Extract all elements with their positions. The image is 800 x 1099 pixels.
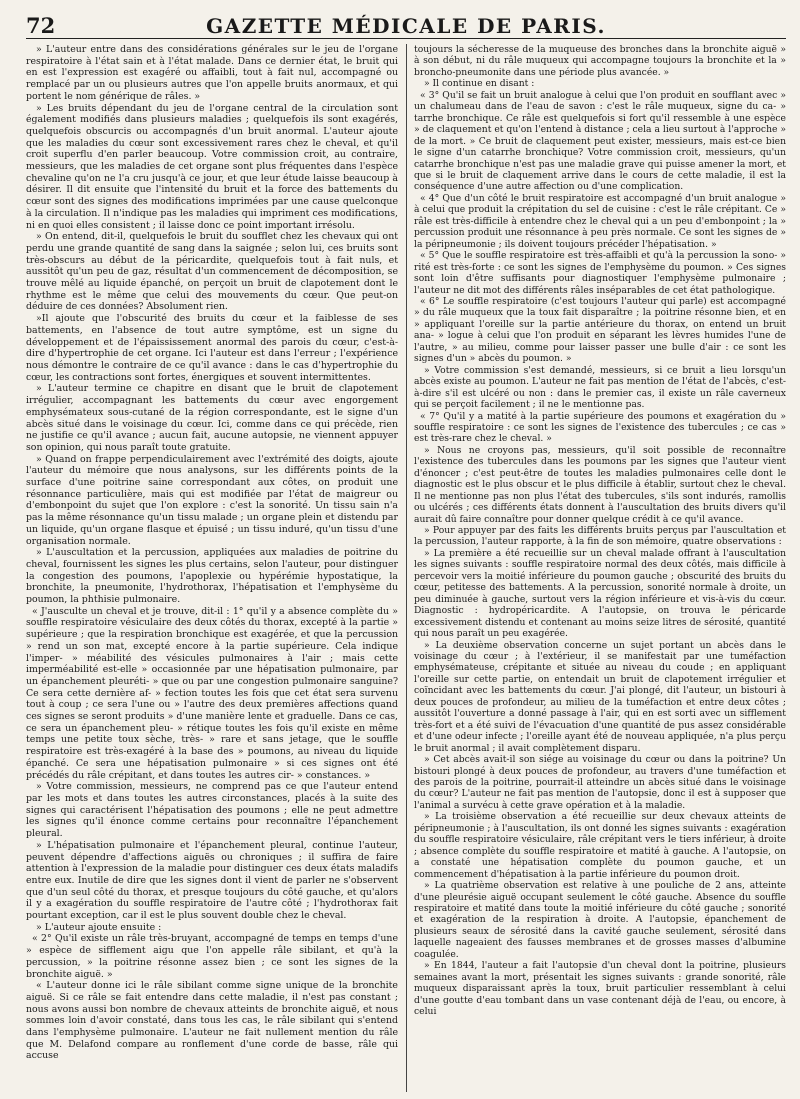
paragraph: » Nous ne croyons pas, messieurs, qu'il soit possible de reconnaître l'existence des tubercules dans les poumons par les signes que l'auteur vient d'énoncer ; c'est peut-être de toutes les maladies pulmonaires celle dont le diagnostic est le plus obscur et le plus difficile à établir, surtout chez le cheval. Il ne mentionne pas non plus l'état des tubercules, s'ils sont indurés, ramollis ou ulcérés ; ces différents états donnent à l'auscultation des bruits divers qu'il aurait dû faire connaître pour donner quelque crédit à ce qu'il avance. xyxy=(414,444,786,525)
paragraph: » L'hépatisation pulmonaire et l'épanchement pleural, continue l'auteur, peuvent dépendre d'affections aiguës ou chroniques ; il suffira de faire attention à l'expression de la maladie pour distinguer ces deux états maladifs entre eux. Inutile de dire que les signes dont il vient de parler ne s'observent que d'un seul côté du thorax, et presque toujours du côté gauche, et qu'alors il y a exagération du souffle respiratoire de l'autre côté ; l'hydrothorax fait pourtant exception, car il est le plus souvent double chez le cheval. xyxy=(26,839,398,922)
paragraph-continued: toujours la sécheresse de la muqueuse des bronches dans la bronchite aiguë » à son début, ni du râle muqueux qui accompagne toujours la bronchite et la » broncho-pneumonite dans une période plus avancée. » xyxy=(414,44,786,78)
quoted-paragraph: « J'ausculte un cheval et je trouve, dit-il : 1° qu'il y a absence complète du » souffle respiratoire vésiculaire des deux côtés du thorax, excepté à la partie » supérieure ; que la respiration bronchique est exagérée, et que la percussion » rend un son mat, excepté encore à la partie supérieure. Cela indique l'imper- » méabilité des vésicules pulmonaires à l'air ; mais cette imperméabilité est-elle » occasionnée par une hépatisation pulmonaire, par un épanchement pleuréti- » que ou par une congestion pulmonaire sanguine? Ce sera cette dernière af- » fection toutes les fois que cet état sera survenu tout à coup ; ce sera l'une ou » l'autre des deux premières affections quand ces signes se seront produits » d'une manière lente et graduelle. Dans ce cas, ce sera un épanchement pleu- » rétique toutes les fois qu'il existe en même temps une petite toux sèche, très- » rare et sans jetage, que le souffle respiratoire est très-exagéré à la base des » poumons, au niveau du liquide épanché. Ce sera une hépatisation pulmonaire » si ces signes ont été précédés du râle crépitant, et dans toutes les autres cir- » constances. » xyxy=(26,605,398,781)
journal-title: GAZETTE MÉDICALE DE PARIS. xyxy=(206,14,606,38)
paragraph: » Votre commission, messieurs, ne comprend pas ce que l'auteur entend par les mots et dans toutes les autres circonstances, placés à la suite des signes qui caractérisent l'hépatisation des poumons ; elle ne peut admettre les signes qu'il énonce comme certains pour reconnaître l'épanchement pleural. xyxy=(26,781,398,840)
paragraph: » Il continue en disant : xyxy=(424,78,535,90)
paragraph: » Quand on frappe perpendiculairement avec l'extrémité des doigts, ajoute l'auteur du mémoire que nous analysons, sur les différents points de la surface d'une poitrine saine correspondant aux côtes, on produit une résonnance particulière, mais qui est modifiée par l'état de maigreur ou d'embonpoint du sujet que l'on explore : c'est la sonorité. Un tissu sain n'a pas la même résonnance qu'un tissu malade ; un organe plein et distendu par un liquide, qu'un organe flasque et épuisé ; un tissu induré, qu'un tissu d'une organisation normale. xyxy=(26,453,398,547)
left-column xyxy=(26,44,398,1092)
paragraph: »Il ajoute que l'obscurité des bruits du cœur et la faiblesse de ses battements, en l'absence de tout autre symptôme, est un signe du développement et de l'épaississement anormal des parois du cœur, c'est-à-dire d'hypertrophie de cet organe. Ici l'auteur est dans l'erreur ; l'expérience nous démontre le contraire de ce qu'il avance : dans le cas d'hypertrophie du cœur, les contractions sont fortes, énergiques et souvent intermittentes. xyxy=(26,313,398,383)
paragraph: » La première a été recueillie sur un cheval malade offrant à l'auscultation les signes suivants : souffle respiratoire normal des deux côtés, mais difficile à percevoir vers la moitié inférieure du poumon gauche ; obscurité des bruits du cœur, petitesse des battements. A la percussion, sonorité normale à droite, un peu diminuée à gauche, surtout vers la région inférieure et vis-à-vis du cœur. Diagnostic : hydropéricardite. A l'autopsie, on trouva le péricarde excessivement distendu et contenant au moins seize litres de sérosité, quantité qui nous paraît un peu exagérée. xyxy=(414,547,786,640)
page-header xyxy=(26,14,786,39)
paragraph: » La deuxième observation concerne un sujet portant un abcès dans le voisinage du cœur ; à l'extérieur, il se manifestait par une tuméfaction emphysémateuse, crépitante et située au niveau du coude ; en appliquant l'oreille sur cette partie, on entendait un bruit de clapotement irrégulier et coïncidant avec les battements du cœur. J'ai plongé, dit l'auteur, un bistouri à deux pouces de profondeur, au milieu de la tuméfaction et entre deux côtes ; aussitôt l'ouverture a donné passage à l'air, qui en est sorti avec un sifflement très-fort et a été suivi de l'évacuation d'une quantité de pus assez considérable et d'une odeur infecte ; l'oreille ayant été de nouveau appliquée, n'a plus perçu le bruit anormal ; il avait complètement disparu. xyxy=(414,639,786,754)
quoted-paragraph: « 5° Que le souffle respiratoire est très-affaibli et qu'à la percussion la sono- » rité est très-forte : ce sont les signes de l'emphysème du poumon. » Ces signes sont loin d'être suffisants pour diagnostiquer l'emphysème pulmonaire ; l'auteur ne dit mot des différents râles inséparables de cet état pathologique. xyxy=(414,250,786,296)
paragraph: » L'auscultation et la percussion, appliquées aux maladies de poitrine du cheval, fournissent les signes les plus certains, selon l'auteur, pour distinguer la congestion des poumons, l'apoplexie ou hypérémie hypostatique, la bronchite, la pneumonite, l'hydrothorax, l'hépatisation et l'emphysème du poumon, la phthisie pulmonaire. xyxy=(26,547,398,606)
paragraph: » La quatrième observation est relative à une pouliche de 2 ans, atteinte d'une pleurésie aiguë occupant seulement le côté gauche. Absence du souffle respiratoire et matité dans toute la moitié inférieure du côté gauche ; sonorité et exagération de la respiration à droite. A l'autopsie, épanchement de plusieurs seaux de sérosité dans la cavité gauche seulement, sérosité dans laquelle nageaient des fausses membranes et de grosses masses d'albumine coagulée. xyxy=(414,880,786,960)
paragraph: » Votre commission s'est demandé, messieurs, si ce bruit a lieu lorsqu'un abcès existe au poumon. L'auteur ne fait pas mention de l'état de l'abcès, c'est-à-dire s'il est ulcéré ou non : dans le premier cas, il existe un râle caverneux qui se perçoit facilement ; il ne le mentionne pas. xyxy=(414,364,786,411)
quoted-paragraph: « 2° Qu'il existe un râle très-bruyant, accompagné de temps en temps d'une » espèce de sifflement aigu que l'on appelle râle sibilant, et qu'à la percussion, » la poitrine résonne assez bien ; ce sont les signes de la bronchite aiguë. » xyxy=(26,933,398,980)
paragraph: » L'auteur entre dans des considérations générales sur le jeu de l'organe respiratoire à l'état sain et à l'état malade. Dans ce dernier état, le bruit qui en est l'expression est exagéré ou affaibli, tout à fait nul, accompagné ou remplacé par un ou plusieurs autres que l'on appelle bruits anormaux, et qui portent le nom générique de râles. » xyxy=(26,44,398,102)
paragraph: » On entend, dit-il, quelquefois le bruit du soufflet chez les chevaux qui ont perdu une grande quantité de sang dans la saignée ; selon lui, ces bruits sont très-obscurs au début de la péricardite, quelquefois tout à fait nuls, et aussitôt qu'un peu de gaz, résultat d'un commencement de décomposition, se trouve mêlé au liquide épanché, on perçoit un bruit de clapotement dont le rhythme est le même que celui des mouvements du cœur. Que peut-on déduire de ces données? Absolument rien. xyxy=(26,231,398,313)
paragraph: » L'auteur termine ce chapitre en disant que le bruit de clapotement irrégulier, accompagnant les battements du cœur avec engorgement emphysémateux sous-cutané de la région correspondante, est le signe d'un abcès situé dans le voisinage du cœur. Ici, comme dans ce qui précède, rien ne justifie ce qu'il avance ; aucun fait, aucune autopsie, ne viennent appuyer son opinion, qui nous paraît toute gratuite. xyxy=(26,383,398,453)
paragraph: « L'auteur donne ici le râle sibilant comme signe unique de la bronchite aiguë. Si ce râle se fait entendre dans cette maladie, il n'est pas constant ; nous avons aussi bon nombre de chevaux atteints de bronchite aiguë, et nous sommes loin d'avoir constaté, dans tous les cas, le râle sibilant qui s'entend dans l'emphysème pulmonaire. L'auteur ne fait nullement mention du râle que M. Delafond compare au ronflement d'une corde de basse, râle qui accuse xyxy=(26,980,398,1062)
paragraph: » L'auteur ajoute ensuite : xyxy=(36,921,162,933)
text-columns xyxy=(26,44,786,1092)
paragraph: » En 1844, l'auteur a fait l'autopsie d'un cheval dont la poitrine, plusieurs semaines avant la mort, présentait les signes suivants : grande sonorité, râle muqueux disparaissant après la toux, bruit particulier ressemblant à celui d'une goutte d'eau tombant dans un vase contenant déjà de l'eau, ou encore, à celui xyxy=(414,960,786,1018)
paragraph: » Pour appuyer par des faits les différents bruits perçus par l'auscultation et la percussion, l'auteur rapporte, à la fin de son mémoire, quatre observations : xyxy=(414,525,786,548)
paragraph: » Cet abcès avait-il son siége au voisinage du cœur ou dans la poitrine? Un bistouri plongé à deux pouces de profondeur, au travers d'une tuméfaction et des parois de la poitrine, pourrait-il atteindre un abcès situé dans le voisinage du cœur? L'auteur ne fait pas mention de l'autopsie, donc il est à supposer que l'animal a survécu à cette grave opération et à la maladie. xyxy=(414,754,786,811)
quoted-paragraph: « 3° Qu'il se fait un bruit analogue à celui que l'on produit en soufflant avec » un chalumeau dans de l'eau de savon : c'est le râle muqueux, signe du ca- » tarrhe bronchique. Ce râle est quelquefois si fort qu'il ressemble à une espèce » de claquement et qu'on l'entend à distance ; cela a lieu surtout à l'approche » de la mort. » Ce bruit de claquement peut exister, messieurs, mais est-ce bien le signe d'un catarrhe bronchique? Votre commission croit, messieurs, qu'un catarrhe bronchique n'est pas une maladie grave qui puisse amener la mort, et que si le bruit de claquement arrive dans le cours de cette maladie, il est la conséquence d'une autre affection ou d'une complication. xyxy=(414,89,786,193)
paragraph: » La troisième observation a été recueillie sur deux chevaux atteints de péripneumonie ; à l'auscultation, ils ont donné les signes suivants : exagération du souffle respiratoire vésiculaire, râle crépitant vers le tiers inférieur, à droite ; absence complète du souffle respiratoire et matité à gauche. A l'autopsie, on a constaté une hépatisation complète du poumon gauche, et un commencement d'hépatisation à la partie inférieure du poumon droit. xyxy=(414,811,786,880)
quoted-paragraph: « 4° Que d'un côté le bruit respiratoire est accompagné d'un bruit analogue » à celui que produit la crépitation du sel de cuisine : c'est le râle crépitant. Ce » râle est très-difficile à entendre chez le cheval qui a un peu d'embonpoint ; la » percussion produit une résonnance à peu près normale. Ce sont les signes de » la péripneumonie ; ils doivent toujours précéder l'hépatisation. » xyxy=(414,192,786,250)
quoted-paragraph: « 6° Le souffle respiratoire (c'est toujours l'auteur qui parle) est accompagné » du râle muqueux que la toux fait disparaître ; la poitrine résonne bien, et en » appliquant l'oreille sur la partie antérieure du thorax, on entend un bruit ana- » logue à celui que l'on produit en séparant les lèvres humides l'une de l'autre, » au milieu, comme pour laisser passer une bulle d'air : ce sont les signes d'un » abcès du poumon. » xyxy=(414,295,786,365)
column-divider xyxy=(406,44,407,1092)
right-column xyxy=(414,44,786,1092)
quoted-paragraph: « 7° Qu'il y a matité à la partie supérieure des poumons et exagération du » souffle respiratoire : ce sont les signes de l'existence des tubercules ; ce cas » est très-rare chez le cheval. » xyxy=(414,410,786,445)
page-number: 72 xyxy=(26,13,56,38)
paragraph: » Les bruits dépendant du jeu de l'organe central de la circulation sont également modifiés dans plusieurs maladies ; quelquefois ils sont exagérés, quelquefois obscurcis ou accompagnés d'un bruit anormal. L'auteur ajoute que les maladies du cœur sont excessivement rares chez le cheval, et qu'il croit superflu d'en parler beaucoup. Votre commission croit, au contraire, messieurs, que les maladies de cet organe sont plus fréquentes dans l'espèce chevaline qu'on ne l'a cru jusqu'à ce jour, et que leur étude laisse beaucoup à désirer. Il dit ensuite que l'intensité du bruit et la force des battements du cœur sont des signes des modifications imprimées par une cause quelconque à la circulation. Il n'indique pas les maladies qui impriment ces modifications, ni en quoi elles consistent ; il laisse donc ce point important irrésolu. xyxy=(26,102,398,231)
